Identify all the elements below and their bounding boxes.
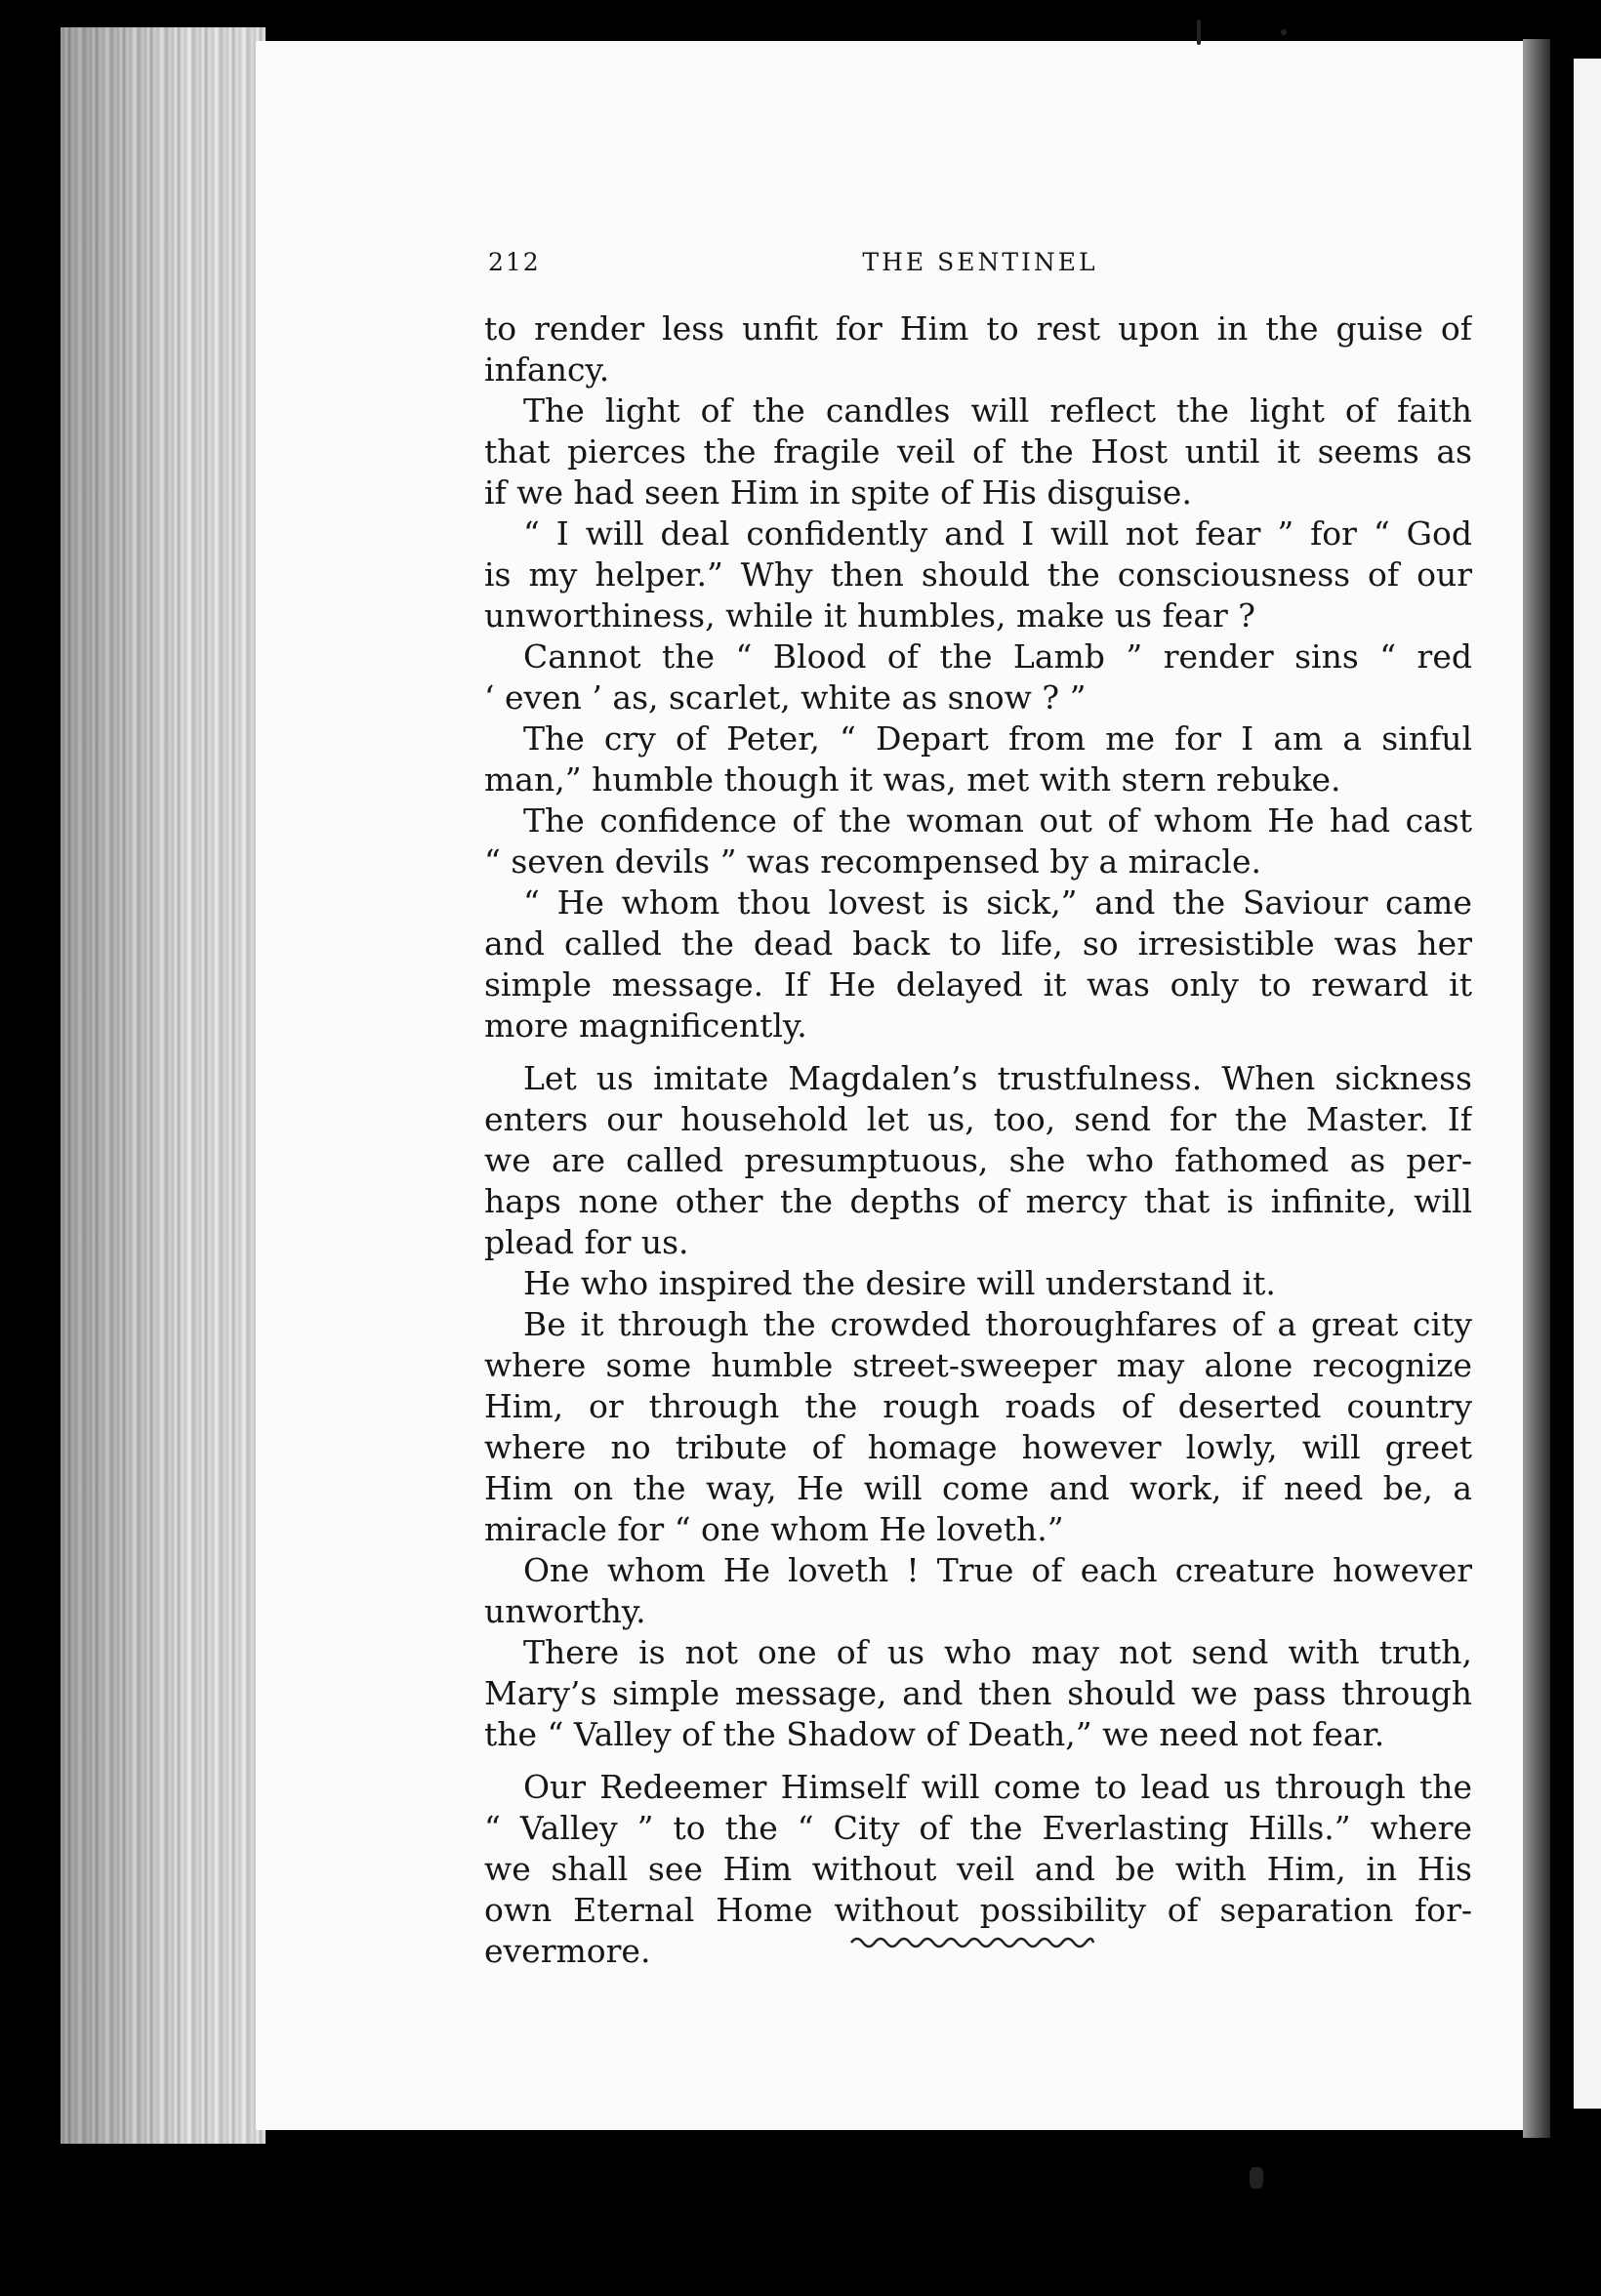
running-title: THE SENTINEL [862, 248, 1098, 276]
text-line: Cannot the “ Blood of the Lamb ” render sins “ red [523, 637, 1472, 676]
text-line: Him on the way, He will come and work, if need be, a [484, 1469, 1472, 1507]
paragraph [484, 308, 1472, 390]
text-line: man,” humble though it was, met with stern rebuke. [484, 760, 1341, 799]
page-edges [61, 27, 266, 2144]
text-line: infancy. [484, 350, 610, 389]
text-line: we shall see Him without veil and be with Him, in His [484, 1850, 1472, 1888]
text-line: enters our household let us, too, send for the Master. If [484, 1100, 1472, 1138]
body-text [484, 308, 1472, 1972]
text-line: He who inspired the desire will understand it. [523, 1264, 1276, 1302]
text-line: “ seven devils ” was recompensed by a miracle. [484, 842, 1261, 881]
text-line: that pierces the fragile veil of the Host until it seems as [484, 432, 1472, 471]
paragraph [484, 513, 1472, 636]
text-line: unworthy. [484, 1592, 646, 1630]
text-line: “ I will deal confidently and I will not fear ” for “ God [523, 514, 1472, 553]
paragraph [484, 1632, 1472, 1755]
text-line: Our Redeemer Himself will come to lead us through the [523, 1768, 1472, 1806]
text-line: and called the dead back to life, so irresistible was her [484, 924, 1472, 963]
paragraph [484, 800, 1472, 882]
text-line: we are called presumptuous, she who fathomed as per- [484, 1141, 1472, 1179]
paragraph [484, 390, 1472, 513]
text-line: is my helper.” Why then should the consciousness of our [484, 555, 1472, 594]
text-line: Him, or through the rough roads of deserted country [484, 1387, 1472, 1425]
text-line: “ He whom thou lovest is sick,” and the Saviour came [523, 883, 1472, 922]
text-line: plead for us. [484, 1223, 689, 1261]
text-line: Let us imitate Magdalen’s trustfulness. When sickness [523, 1059, 1472, 1097]
running-head [488, 248, 1472, 287]
text-line: The light of the candles will reflect the light of faith [523, 391, 1472, 430]
ink-speck [1250, 2167, 1263, 2189]
text-line: The confidence of the woman out of whom He had cast [523, 801, 1472, 840]
ink-speck [1197, 20, 1201, 45]
text-line: ‘ even ’ as, scarlet, white as snow ? ” [484, 678, 1087, 717]
text-line: “ Valley ” to the “ City of the Everlasting Hills.” where [484, 1809, 1472, 1847]
paragraph [484, 1550, 1472, 1632]
ink-speck [1281, 29, 1287, 35]
text-line: evermore. [484, 1932, 651, 1970]
wavy-rule-ornament [849, 1933, 1095, 1952]
text-line: Mary’s simple message, and then should we pass through [484, 1674, 1472, 1712]
paragraph [484, 1058, 1472, 1263]
paragraph [484, 718, 1472, 800]
paragraph [484, 1263, 1472, 1304]
text-line: where some humble street-sweeper may alone recognize [484, 1346, 1472, 1384]
text-line: own Eternal Home without possibility of separation for- [484, 1891, 1472, 1929]
page-number: 212 [488, 248, 541, 276]
text-line: miracle for “ one whom He loveth.” [484, 1510, 1064, 1548]
paragraph [484, 882, 1472, 1046]
text-line: One whom He loveth ! True of each creature however [523, 1551, 1472, 1589]
text-line: more magnificently. [484, 1006, 807, 1045]
paragraph [484, 1304, 1472, 1550]
text-line: to render less unfit for Him to rest upon in the guise of [484, 309, 1472, 348]
text-line: where no tribute of homage however lowly, will greet [484, 1428, 1472, 1466]
paragraph [484, 636, 1472, 718]
text-line: haps none other the depths of mercy that is infinite, will [484, 1182, 1472, 1220]
text-line: simple message. If He delayed it was only to reward it [484, 965, 1472, 1004]
paragraph-gap [484, 1046, 1472, 1058]
text-line: if we had seen Him in spite of His disguise. [484, 473, 1192, 512]
text-line: Be it through the crowded thoroughfares of a great city [523, 1305, 1472, 1343]
next-page-edge [1574, 59, 1601, 2109]
text-line: unworthiness, while it humbles, make us fear ? [484, 596, 1255, 635]
text-line: the “ Valley of the Shadow of Death,” we need not fear. [484, 1715, 1385, 1753]
gutter-shadow [1523, 39, 1550, 2138]
text-line: There is not one of us who may not send with truth, [523, 1633, 1472, 1671]
paragraph-gap [484, 1755, 1472, 1767]
text-line: The cry of Peter, “ Depart from me for I am a sinful [523, 719, 1472, 758]
